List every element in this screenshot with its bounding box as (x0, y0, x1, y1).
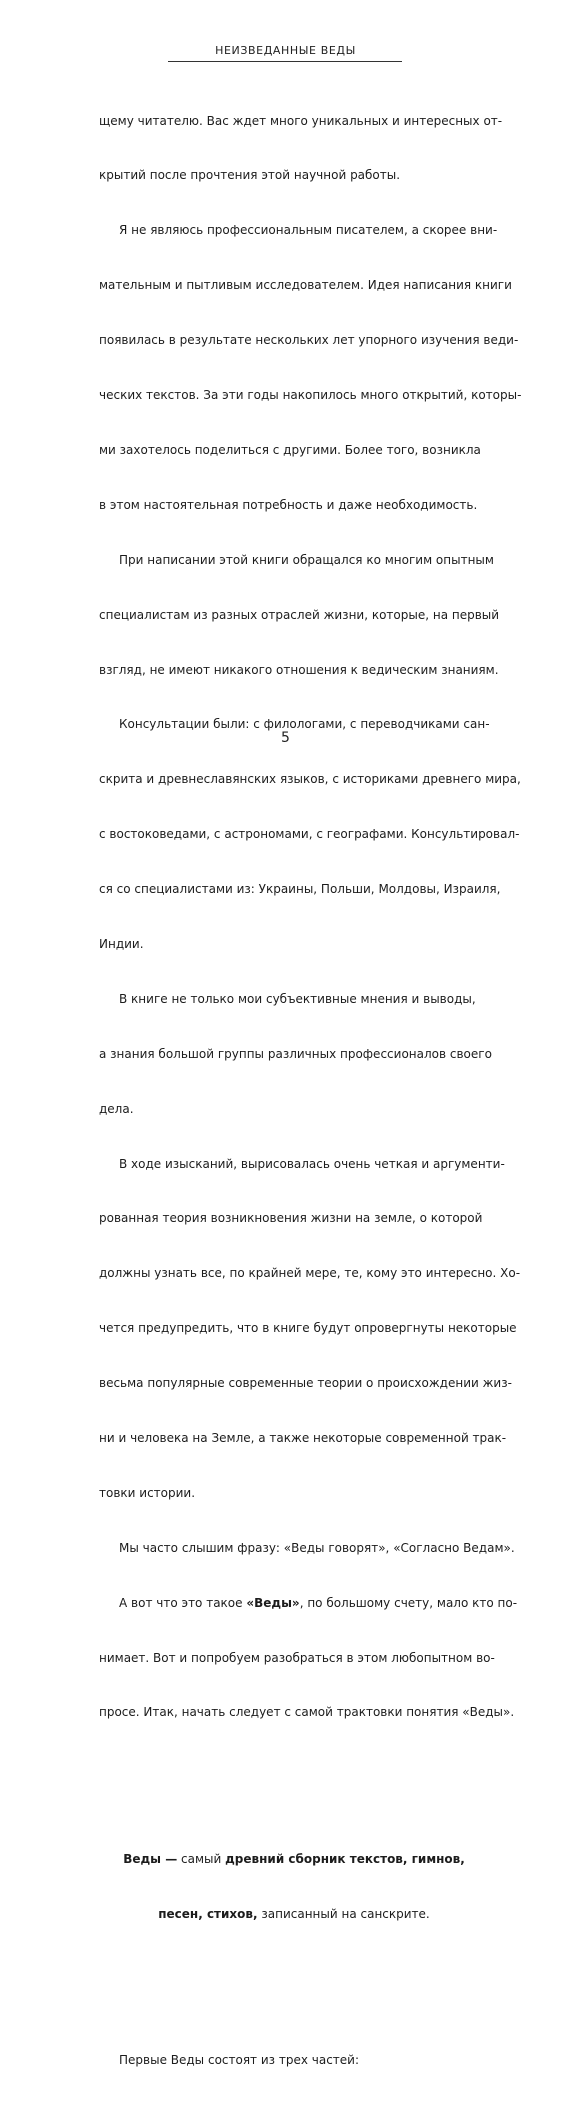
definition-bold: древний сборник текстов, гимнов, (225, 1851, 465, 1866)
spacer (99, 1777, 489, 1795)
bold-term: «Веды» (246, 1595, 300, 1610)
text-line: с востоковедами, с астрономами, с географами. Консультировал- (99, 827, 520, 842)
text-line: При написании этой книги обращался ко многим опытным (119, 552, 494, 567)
text-line: щему читателю. Вас ждет много уникальных и интересных от- (99, 113, 503, 128)
text-line: ческих текстов. За эти годы накопилось много открытий, которы- (99, 388, 522, 403)
header-rule (168, 61, 402, 62)
definition-term: Веды — (123, 1851, 178, 1866)
text-line: Я не являюсь профессиональным писателем, а скорее вни- (119, 223, 498, 238)
page-number: 5 (281, 730, 290, 746)
text-line: крытий после прочтения этой научной работы. (99, 168, 401, 183)
definition-line-1 (99, 1850, 489, 1868)
text-line: взгляд, не имеют никакого отношения к ведическим знаниям. (99, 662, 499, 677)
text-fragment: , по большому счету, мало кто по- (299, 1595, 518, 1610)
text-line: появилась в результате нескольких лет упорного изучения веди- (99, 333, 519, 348)
text-line: товки истории. (99, 1485, 196, 1500)
text-line: нимает. Вот и попробуем разобраться в этом любопытном во- (99, 1650, 495, 1665)
text-line: ся со специалистами из: Украины, Польши, Молдовы, Израиля, (99, 882, 501, 897)
text-line: чется предупредить, что в книге будут опровергнуты некоторые (99, 1321, 517, 1336)
text-line: В книге не только мои субъективные мнения и выводы, (119, 991, 476, 1006)
definition-line-2 (99, 1905, 489, 1923)
text-line (99, 1594, 518, 1612)
text-line: ми захотелось поделиться с другими. Более того, возникла (99, 442, 481, 457)
text-line: ни и человека на Земле, а также некоторые современной трак- (99, 1430, 507, 1445)
definition-text: самый (177, 1851, 226, 1866)
text-line: скрита и древнеславянских языков, с историками древнего мира, (99, 772, 521, 787)
body-text (99, 75, 522, 2106)
running-header-title: НЕИЗВЕДАННЫЕ ВЕДЫ (215, 44, 356, 57)
text-line: рованная теория возникновения жизни на земле, о которой (99, 1211, 483, 1226)
text-line: Мы часто слышим фразу: «Веды говорят», «Согласно Ведам». (119, 1540, 515, 1555)
definition-bold: песен, стихов, (158, 1906, 258, 1921)
text-line: В ходе изысканий, вырисовалась очень четкая и аргументи- (119, 1156, 505, 1171)
text-line: Индии. (99, 936, 144, 951)
text-fragment: А вот что это такое (119, 1595, 247, 1610)
text-line: специалистам из разных отраслей жизни, которые, на первый (99, 607, 500, 622)
text-line: Консультации были: с филологами, с переводчиками сан- (119, 717, 490, 732)
text-line: а знания большой группы различных профессионалов своего (99, 1046, 492, 1061)
text-line: в этом настоятельная потребность и даже необходимость. (99, 497, 478, 512)
text-line: просе. Итак, начать следует с самой трактовки понятия «Веды». (99, 1705, 515, 1720)
text-line: дела. (99, 1101, 134, 1116)
definition-text: записанный на санскрите. (257, 1906, 430, 1921)
text-line: весьма популярные современные теории о происхождении жиз- (99, 1376, 512, 1391)
text-line: должны узнать все, по крайней мере, те, кому это интересно. Хо- (99, 1266, 521, 1281)
text-line: Первые Веды состоят из трех частей: (119, 2053, 360, 2068)
text-line: мательным и пытливым исследователем. Идея написания книги (99, 278, 512, 293)
spacer (99, 1978, 489, 1996)
